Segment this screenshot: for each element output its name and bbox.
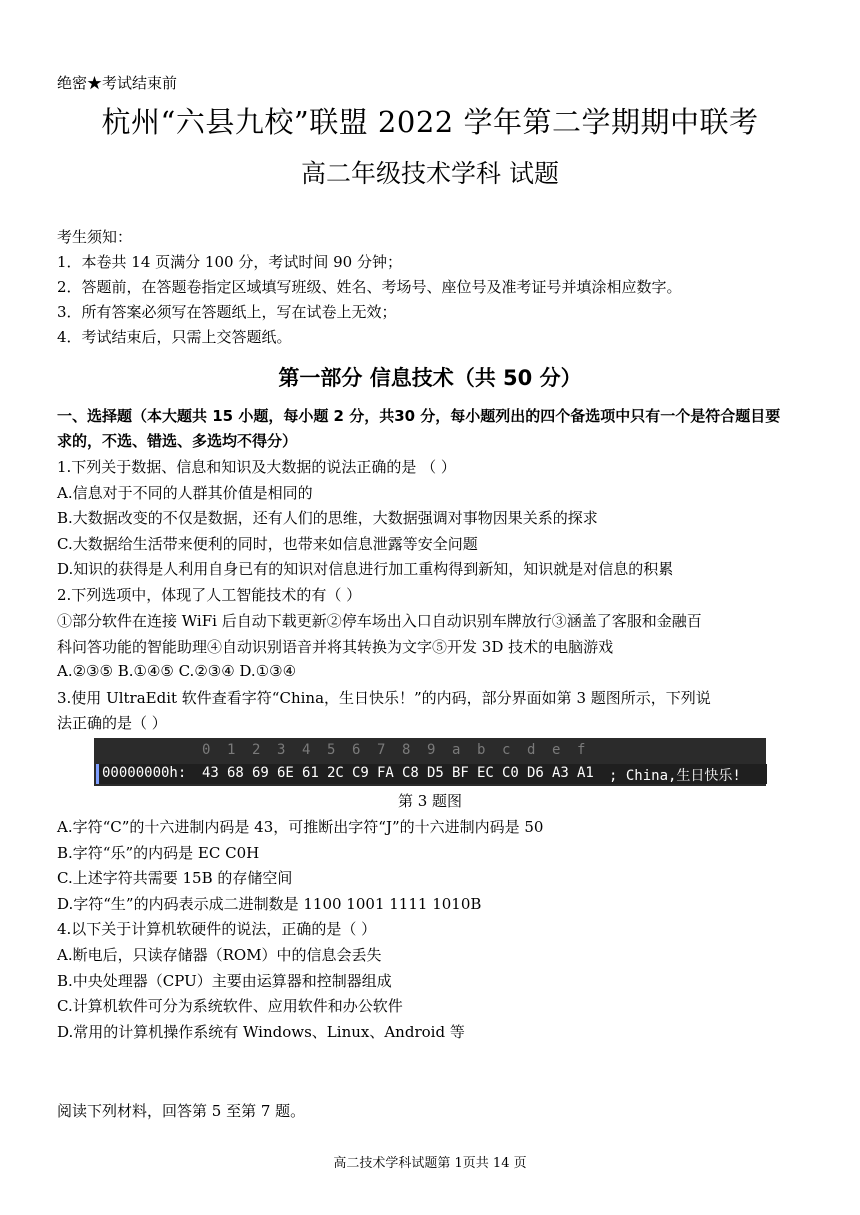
hex-col: 6: [352, 742, 361, 758]
q1-option-c: C.大数据给生活带来便利的同时，也带来如信息泄露等安全问题: [57, 535, 478, 553]
exam-subtitle: 高二年级技术学科 试题: [301, 159, 559, 188]
hex-byte: 6E: [277, 765, 294, 781]
q1-option-a: A.信息对于不同的人群其价值是相同的: [57, 484, 313, 502]
q4-option-a: A.断电后，只读存储器（ROM）中的信息会丢失: [57, 946, 382, 964]
note-item: 4．考试结束后，只需上交答题纸。: [57, 328, 292, 346]
hex-col: e: [552, 742, 561, 758]
q4-option-d: D.常用的计算机操作系统有 Windows、Linux、Android 等: [57, 1023, 465, 1041]
hex-col: 0: [202, 742, 211, 758]
q2-items-line2: 科问答功能的智能助理④自动识别语音并将其转换为文字⑤开发 3D 技术的电脑游戏: [57, 638, 614, 656]
q3-option-d: D.字符“生”的内码表示成二进制数是 1100 1001 1111 1010B: [57, 895, 482, 913]
q2-stem: 2.下列选项中，体现了人工智能技术的有（ ）: [57, 586, 362, 604]
q1-option-d: D.知识的获得是人利用自身已有的知识对信息进行加工重构得到新知，知识就是对信息的积累: [57, 560, 674, 578]
note-item: 3．所有答案必须写在答题纸上，写在试卷上无效；: [57, 303, 397, 321]
hex-col: d: [527, 742, 536, 758]
hex-column-header: [94, 742, 766, 760]
hex-col: a: [452, 742, 461, 758]
hex-col: b: [477, 742, 486, 758]
notes-heading: 考生须知：: [57, 228, 133, 246]
hex-byte: C8: [402, 765, 419, 781]
part-title: 第一部分 信息技术（共 50 分）: [278, 366, 582, 390]
q4-option-b: B.中央处理器（CPU）主要由运算器和控制器组成: [57, 972, 392, 990]
q3-option-a: A.字符“C”的十六进制内码是 43，可推断出字符“J”的十六进制内码是 50: [57, 818, 544, 836]
q1-option-b: B.大数据改变的不仅是数据，还有人们的思维，大数据强调对事物因果关系的探求: [57, 509, 598, 527]
q2-options: A.②③⑤ B.①④⑤ C.②③④ D.①③④: [57, 662, 297, 680]
hex-col: 1: [227, 742, 236, 758]
hex-byte: 43: [202, 765, 219, 781]
figure-caption: 第 3 题图: [397, 792, 463, 810]
hex-byte: 68: [227, 765, 244, 781]
hex-byte: D5: [427, 765, 444, 781]
confidential-label: 绝密★考试结束前: [57, 74, 178, 92]
hex-editor-screenshot: [94, 738, 766, 786]
hex-col: 4: [302, 742, 311, 758]
note-item: 2．答题前，在答题卷指定区域填写班级、姓名、考场号、座位号及准考证号并填涂相应数字。: [57, 278, 682, 296]
note-item: 1．本卷共 14 页满分 100 分，考试时间 90 分钟；: [57, 253, 402, 271]
exam-title: 杭州“六县九校”联盟 2022 学年第二学期期中联考: [101, 105, 759, 139]
hex-byte: D6: [527, 765, 544, 781]
hex-address: 00000000h:: [102, 765, 187, 781]
hex-byte: FA: [377, 765, 394, 781]
hex-text-column: ; China,生日快乐!: [609, 768, 741, 784]
q4-option-c: C.计算机软件可分为系统软件、应用软件和办公软件: [57, 997, 403, 1015]
hex-col: 3: [277, 742, 286, 758]
q2-items-line1: ①部分软件在连接 WiFi 后自动下载更新②停车场出入口自动识别车牌放行③涵盖了客服和金融百: [57, 612, 702, 630]
hex-byte: EC: [477, 765, 494, 781]
hex-byte: 2C: [327, 765, 344, 781]
hex-col: 2: [252, 742, 261, 758]
hex-byte: 61: [302, 765, 319, 781]
hex-col: 5: [327, 742, 336, 758]
hex-col: 9: [427, 742, 436, 758]
hex-col: f: [577, 742, 586, 758]
q3-option-c: C.上述字符共需要 15B 的存储空间: [57, 869, 293, 887]
section-heading-line1: 一、选择题（本大题共 15 小题，每小题 2 分，共30 分，每小题列出的四个备选项中只有一个是符合题目要: [57, 407, 781, 425]
hex-byte: A1: [577, 765, 594, 781]
hex-byte: C0: [502, 765, 519, 781]
section-heading-line2: 求的，不选、错选、多选均不得分）: [57, 432, 298, 450]
q3-stem-line1: 3.使用 UltraEdit 软件查看字符“China，生日快乐！”的内码，部分界面如第 3 题图所示，下列说: [57, 689, 711, 707]
hex-byte: C9: [352, 765, 369, 781]
hex-byte: BF: [452, 765, 469, 781]
hex-col: 8: [402, 742, 411, 758]
hex-col: c: [502, 742, 511, 758]
q1-stem: 1.下列关于数据、信息和知识及大数据的说法正确的是 （ ）: [57, 458, 456, 476]
hex-data-row: [96, 764, 767, 784]
hex-col: 7: [377, 742, 386, 758]
reading-instruction: 阅读下列材料，回答第 5 至第 7 题。: [57, 1102, 306, 1120]
page-footer: 高二技术学科试题第 1页共 14 页: [333, 1156, 527, 1171]
q4-stem: 4.以下关于计算机软硬件的说法，正确的是（ ）: [57, 920, 377, 938]
q3-option-b: B.字符“乐”的内码是 EC C0H: [57, 844, 260, 862]
hex-byte: A3: [552, 765, 569, 781]
hex-byte: 69: [252, 765, 269, 781]
q3-stem-line2: 法正确的是（ ）: [57, 714, 167, 732]
